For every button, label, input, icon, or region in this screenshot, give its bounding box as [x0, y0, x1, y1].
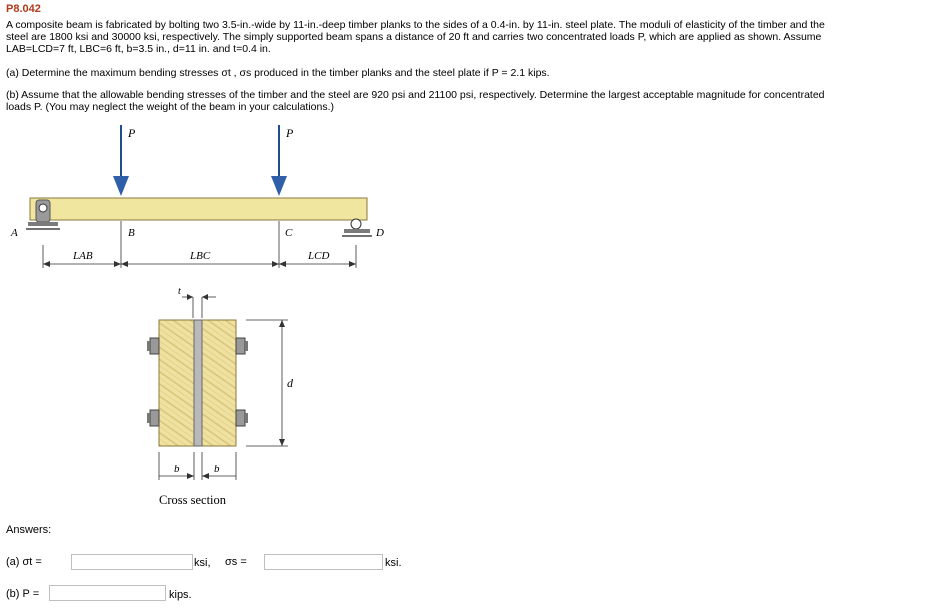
point-label-c: C — [285, 227, 293, 239]
point-label-d: D — [376, 227, 384, 239]
sigma-t-unit: ksi, — [194, 557, 211, 569]
part-a-question: (a) Determine the maximum bending stresses σt , σs produced in the timber planks and the steel plate if P = 2.1 kips. — [6, 67, 550, 79]
sigma-s-input[interactable] — [264, 554, 383, 570]
dim-label-d: d — [287, 376, 293, 390]
beam-figure — [0, 118, 420, 518]
part-b-line-2: loads P. (You may neglect the weight of the beam in your calculations.) — [6, 101, 335, 113]
roller-support-d — [342, 219, 372, 236]
dim-label-t: t — [178, 286, 181, 297]
cross-section — [147, 294, 288, 480]
timber-beam — [30, 198, 367, 220]
part-b-question — [6, 89, 926, 113]
load-p-input[interactable] — [49, 585, 166, 601]
statement-line-3: LAB=LCD=7 ft, LBC=6 ft, b=3.5 in., d=11 in. and t=0.4 in. — [6, 43, 271, 55]
load-label-right: P — [286, 126, 294, 140]
point-label-a: A — [11, 227, 18, 239]
answer-b-label: (b) P = — [6, 588, 40, 600]
dim-label-b-right: b — [214, 463, 220, 475]
dim-label-lbc: LBC — [190, 250, 211, 262]
timber-plank-left — [159, 320, 194, 446]
sigma-t-input[interactable] — [71, 554, 193, 570]
problem-statement — [6, 19, 926, 55]
dim-label-lcd: LCD — [308, 250, 330, 262]
dim-label-lab: LAB — [73, 250, 93, 262]
load-label-left: P — [128, 126, 136, 140]
sigma-s-unit: ksi. — [385, 557, 402, 569]
dim-label-b-left: b — [174, 463, 180, 475]
load-p-unit: kips. — [169, 589, 192, 601]
answer-a-label: (a) σt = — [6, 556, 42, 568]
statement-line-2: steel are 1800 ksi and 30000 ksi, respectively. The simply supported beam spans a distance of 20 ft and carries two concentrated loads P, which are applied as shown. Assume — [6, 31, 822, 43]
point-label-b: B — [128, 227, 135, 239]
steel-plate — [194, 320, 202, 446]
cross-section-caption: Cross section — [159, 493, 227, 507]
part-b-line-1: (b) Assume that the allowable bending stresses of the timber and the steel are 920 psi and 21100 psi, respectively. Determine the largest acceptable magnitude for concentrated — [6, 89, 825, 101]
statement-line-1: A composite beam is fabricated by bolting two 3.5-in.-wide by 11-in.-deep timber planks to the sides of a 0.4-in. by 11-in. steel plate. The moduli of elasticity of the timber and the — [6, 19, 825, 31]
timber-plank-right — [202, 320, 236, 446]
answer-a-sigma-s-label: σs = — [225, 556, 247, 568]
load-arrow-right-head — [271, 176, 287, 196]
problem-id: P8.042 — [6, 3, 41, 15]
load-arrow-left-head — [113, 176, 129, 196]
answers-heading: Answers: — [6, 524, 52, 536]
